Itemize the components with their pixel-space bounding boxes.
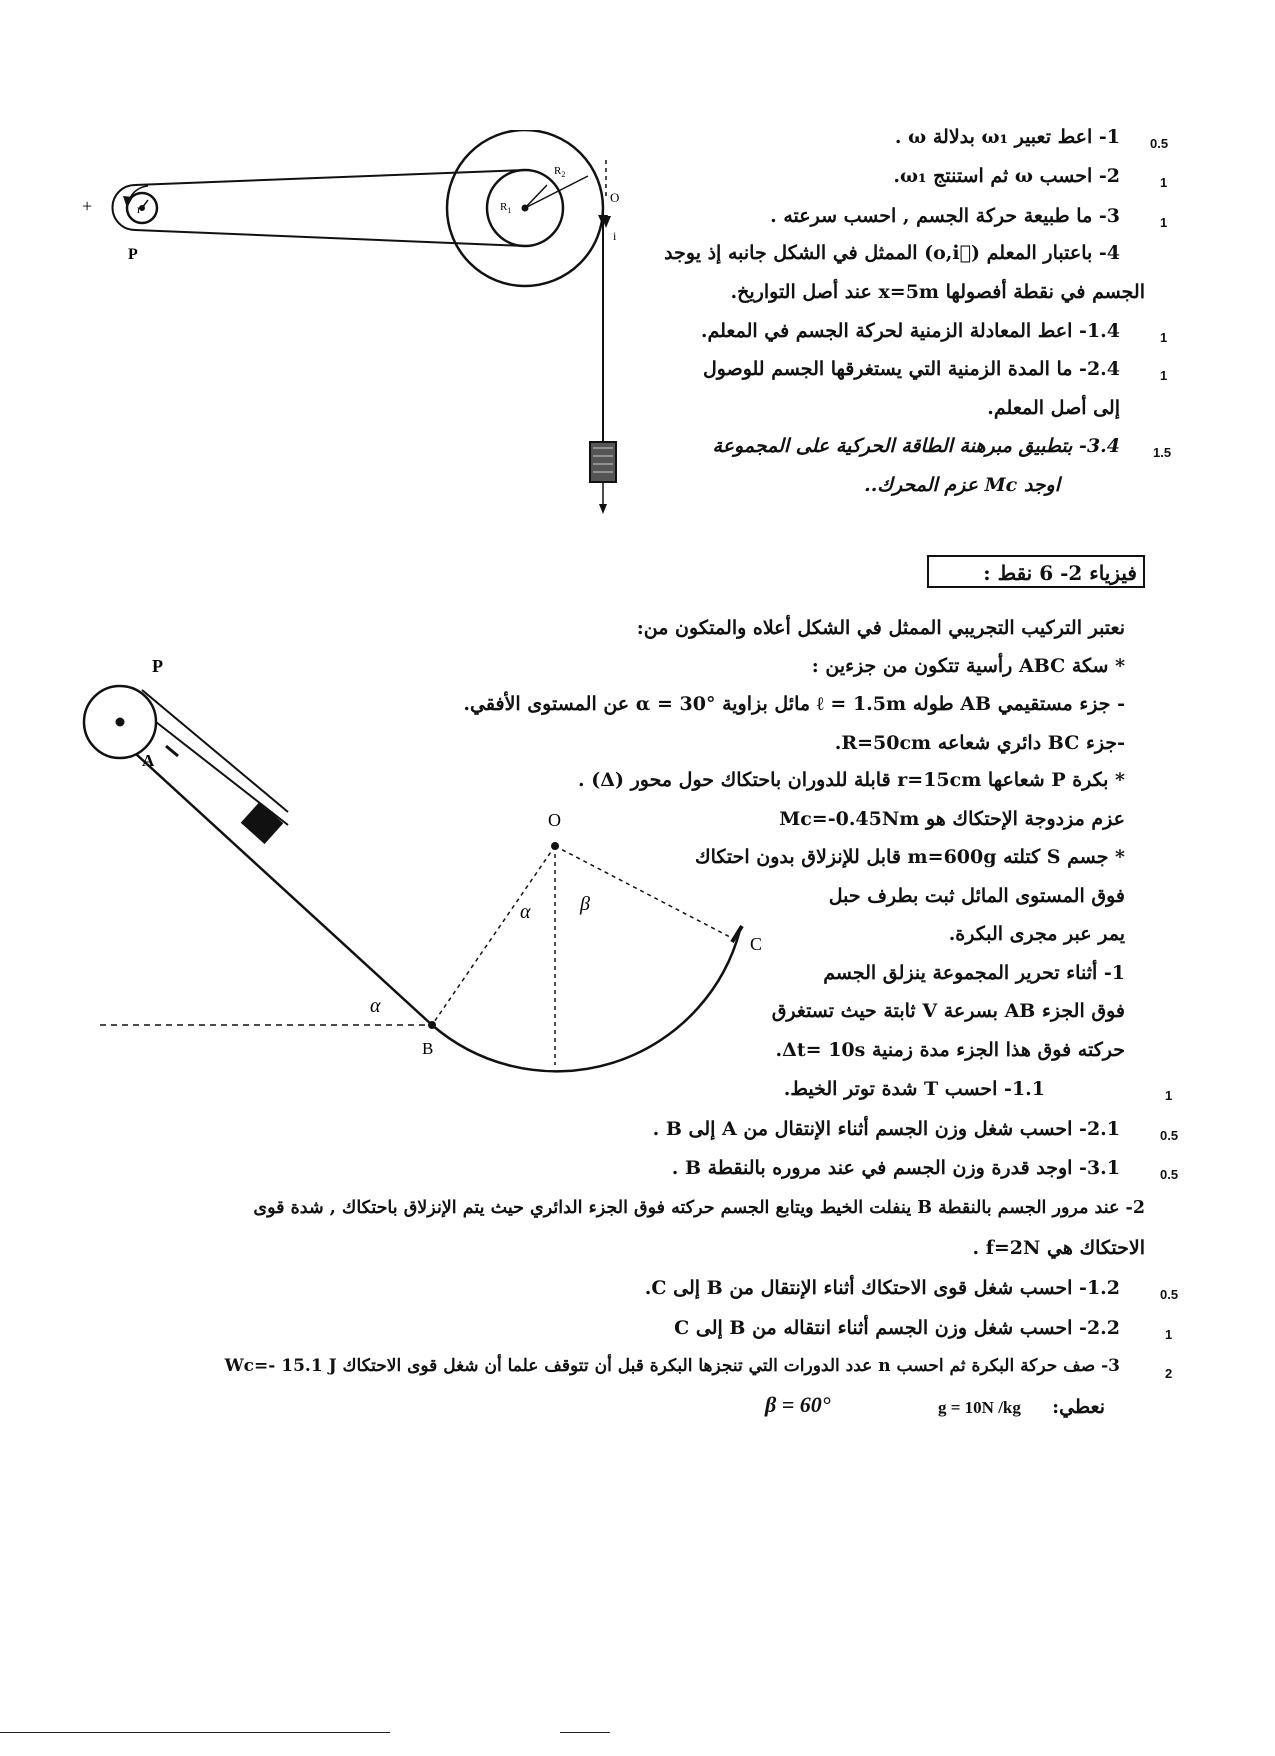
intro-line: عزم مزدوجة الإحتكاك هو Mc=-0.45Nm bbox=[779, 808, 1125, 830]
question-4: 4- باعتبار المعلم (o,i⃗) الممثل في الشكل جانبه إذ يوجد bbox=[664, 242, 1120, 264]
footer-rule bbox=[560, 1732, 610, 1733]
label-C: C bbox=[750, 934, 763, 954]
question-4-3: 3.4- بتطبيق مبرهنة الطاقة الحركية على المجموعة bbox=[712, 435, 1120, 457]
points: 1 bbox=[1165, 1088, 1173, 1103]
given-g: g = 10N /kg bbox=[938, 1398, 1021, 1417]
label-r: r bbox=[137, 202, 141, 216]
figure-motor-pulley bbox=[70, 130, 630, 530]
track-BC bbox=[432, 930, 740, 1071]
intro-line: فوق المستوى المائل ثبت بطرف حبل bbox=[828, 885, 1125, 907]
question-1-2: 1.2- احسب شغل قوى الاحتكاك أثناء الإنتقال من B إلى C. bbox=[644, 1277, 1120, 1299]
given-label: نعطي: bbox=[1052, 1396, 1105, 1418]
question-2-intro-cont: الاحتكاك هي f=2N . bbox=[972, 1237, 1145, 1259]
given-beta: β = 60° bbox=[765, 1392, 831, 1417]
question-2: 2- احسب ω ثم استنتج ω₁. bbox=[893, 165, 1120, 187]
intro-line: يمر عبر مجرى البكرة. bbox=[948, 923, 1125, 945]
belt-bottom bbox=[135, 230, 525, 246]
question-1: 1- اعط تعبير ω₁ بدلالة ω . bbox=[894, 126, 1120, 148]
label-alpha-center: α bbox=[520, 901, 531, 923]
label-beta: β bbox=[580, 893, 590, 915]
intro-line: 1- أثناء تحرير المجموعة ينزلق الجسم bbox=[823, 962, 1125, 984]
label-R2: $R_2$ bbox=[554, 165, 566, 179]
question-4-2: 2.4- ما المدة الزمنية التي يستغرقها الجسم للوصول bbox=[702, 358, 1120, 380]
points: 1 bbox=[1165, 1327, 1173, 1342]
points: 0.5 bbox=[1150, 136, 1169, 151]
label-O2: O bbox=[548, 810, 561, 830]
question-2-2: 2.2- احسب شغل وزن الجسم أثناء انتقاله من B إلى C bbox=[674, 1317, 1120, 1339]
section-title: فيزياء 2- 6 نقط : bbox=[927, 555, 1145, 588]
question-4-2-cont: إلى أصل المعلم. bbox=[987, 397, 1120, 419]
points: 1 bbox=[1160, 368, 1168, 383]
question-4-cont: الجسم في نقطة أفصولها x=5m عند أصل التواريخ. bbox=[730, 281, 1145, 303]
label-plus: + bbox=[82, 196, 93, 216]
points: 1.5 bbox=[1153, 445, 1172, 460]
points: 0.5 bbox=[1160, 1287, 1179, 1302]
intro-line: * سكة ABC رأسية تتكون من جزءين : bbox=[811, 655, 1125, 677]
label-i: i bbox=[613, 229, 617, 243]
points: 0.5 bbox=[1160, 1167, 1179, 1182]
label-A: A bbox=[142, 751, 155, 770]
label-O: O bbox=[610, 190, 620, 205]
intro-line: - جزء مستقيمي AB طوله ℓ = 1.5m مائل بزاوية α = 30° عن المستوى الأفقي. bbox=[463, 693, 1125, 715]
question-4-1: 1.4- اعط المعادلة الزمنية لحركة الجسم في المعلم. bbox=[700, 320, 1120, 342]
intro-line: نعتبر التركيب التجريبي الممثل في الشكل أعلاه والمتكون من: bbox=[636, 617, 1125, 639]
question-2-intro: 2- عند مرور الجسم بالنقطة B ينفلت الخيط ويتابع الجسم حركته فوق الجزء الدائري حيث يتم الإنزلاق باحتكاك , شدة قوى bbox=[253, 1198, 1145, 1218]
belt-top bbox=[135, 170, 525, 185]
points: 2 bbox=[1165, 1366, 1173, 1381]
points: 1 bbox=[1160, 175, 1168, 190]
question-3: 3- صف حركة البكرة ثم احسب n عدد الدورات التي تنجزها البكرة قبل أن تتوقف علما أن شغل قوى الاحتكاك Wc=- 15.1 J bbox=[224, 1356, 1120, 1376]
label-P: P bbox=[128, 246, 138, 263]
intro-line: فوق الجزء AB بسرعة V ثابتة حيث تستغرق bbox=[771, 1000, 1125, 1022]
intro-line: حركته فوق هذا الجزء مدة زمنية Δt= 10s. bbox=[775, 1039, 1125, 1061]
intro-line: * جسم S كتلته m=600g قابل للإنزلاق بدون احتكاك bbox=[694, 846, 1125, 868]
label-P2: P bbox=[152, 656, 163, 676]
intro-line: * بكرة P شعاعها r=15cm قابلة للدوران باحتكاك حول محور (Δ) . bbox=[578, 769, 1125, 791]
points: 0.5 bbox=[1160, 1128, 1179, 1143]
points: 1 bbox=[1160, 215, 1168, 230]
footer-rule bbox=[0, 1732, 390, 1733]
question-2-1: 2.1- احسب شغل وزن الجسم أثناء الإنتقال من A إلى B . bbox=[652, 1118, 1120, 1140]
question-4-3-cont: اوجد Mc عزم المحرك.. bbox=[864, 474, 1060, 496]
question-3-1: 3.1- اوجد قدرة وزن الجسم في عند مروره بالنقطة B . bbox=[671, 1157, 1120, 1179]
intro-line: -جزء BC دائري شعاعه R=50cm. bbox=[834, 732, 1125, 754]
label-B: B bbox=[422, 1039, 434, 1058]
label-alpha-incline: α bbox=[370, 995, 381, 1017]
question-3: 3- ما طبيعة حركة الجسم , احسب سرعته . bbox=[770, 205, 1120, 227]
label-R1: $R_1$ bbox=[500, 201, 512, 215]
block-S bbox=[241, 802, 284, 844]
points: 1 bbox=[1160, 330, 1168, 345]
question-1-1: 1.1- احسب T شدة توتر الخيط. bbox=[783, 1078, 1045, 1100]
track-AB bbox=[136, 754, 432, 1025]
rope bbox=[142, 690, 288, 812]
